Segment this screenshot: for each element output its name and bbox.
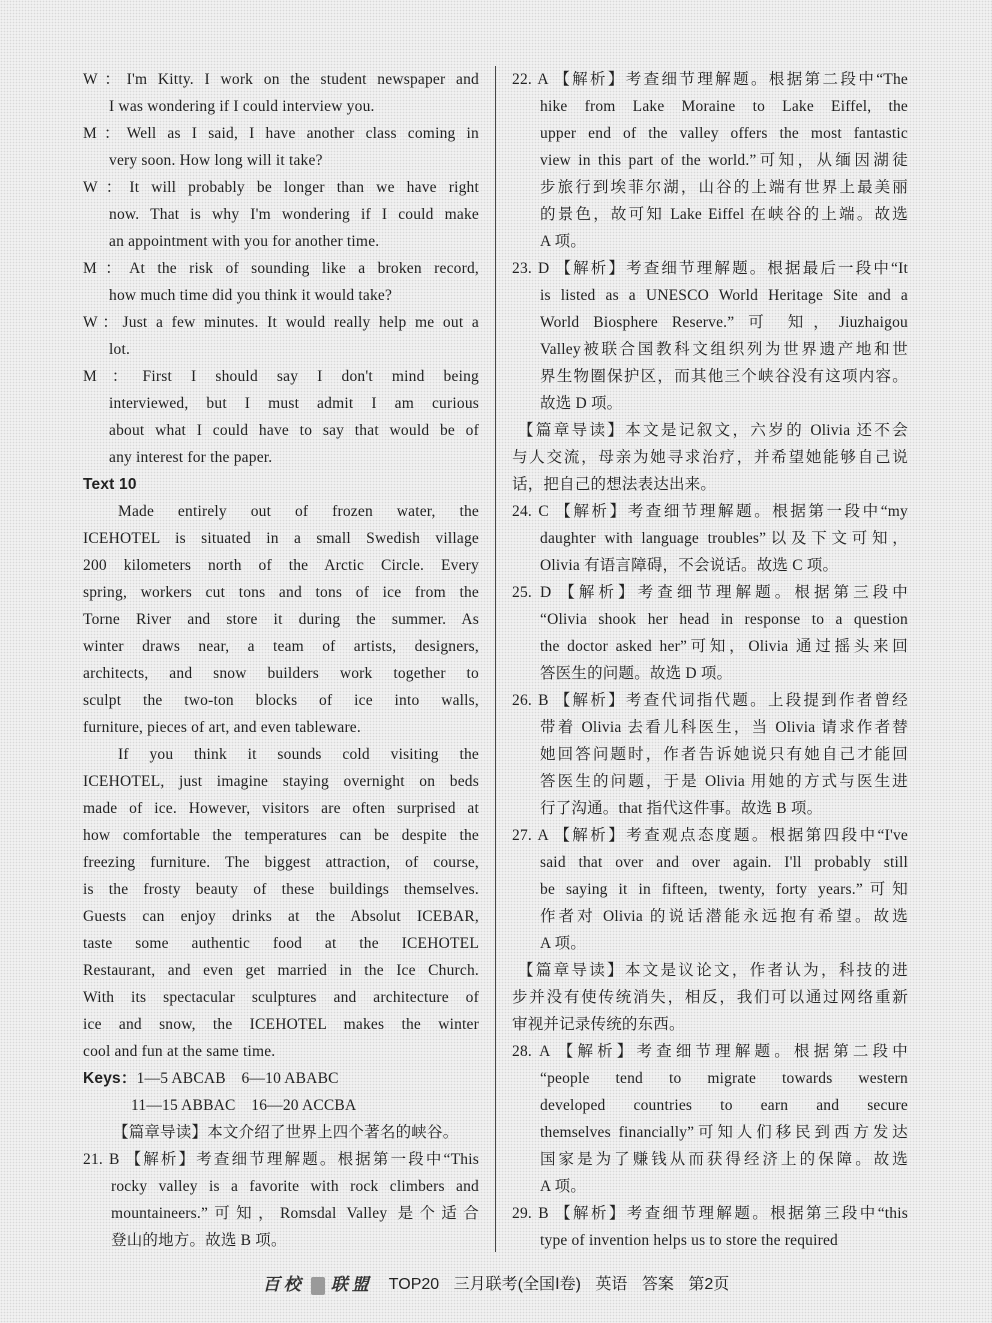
- speaker-line: M：At the risk of sounding like a broken record,: [83, 260, 479, 277]
- para-line: Made entirely out of frozen water, the: [118, 503, 479, 520]
- para-line: cool and fun at the same time.: [83, 1043, 276, 1060]
- para-block: [83, 498, 479, 741]
- guide-line: 【篇章导读】本文是记叙文，六岁的 Olivia 还不会: [518, 422, 908, 439]
- para-line: With its spectacular sculptures and architecture of: [83, 989, 479, 1006]
- para-line: architects, and snow builders work together to: [83, 665, 479, 682]
- para-line: sculpt the two-ton blocks of ice into walls,: [83, 692, 479, 709]
- para-line: how comfortable the temperatures can be despite the: [83, 827, 479, 844]
- speaker-line: an appointment with you for another time.: [109, 233, 380, 250]
- item-line: A 项。: [540, 233, 587, 250]
- item-line: 带着 Olivia 去看儿科医生，当 Olivia 请求作者替: [540, 719, 908, 736]
- para-line: taste some authentic food at the ICEHOTEL: [83, 935, 479, 952]
- para-line: furniture, pieces of art, and even tableware.: [83, 719, 361, 736]
- item-line: developed countries to earn and secure: [540, 1097, 908, 1114]
- para-line: Restaurant, and even get married in the Ice Church.: [83, 962, 479, 979]
- item-line: 行了沟通。that 指代这件事。故选 B 项。: [540, 800, 823, 817]
- item-line: mountaineers.”可知，Romsdal Valley 是个适合: [111, 1205, 479, 1222]
- para-line: ICEHOTEL, just imagine staying overnight on beds: [83, 773, 479, 790]
- speaker-line: W：Just a few minutes. It would really help me out a: [83, 314, 479, 331]
- item-line: 答医生的问题。故选 D 项。: [540, 665, 733, 682]
- item-line: 故选 D 项。: [540, 395, 623, 412]
- item-line: 26. B 【解析】考查代词指代题。上段提到作者曾经: [512, 692, 908, 709]
- para-line: Torne River and store it during the summer. As: [83, 611, 479, 628]
- item-line: 她回答问题时，作者告诉她说只有她自己才能回: [540, 746, 908, 763]
- item-line: 国家是为了赚钱从而获得经济上的保障。故选: [540, 1151, 908, 1168]
- para-line: is the frosty beauty of these buildings themselves.: [83, 881, 479, 898]
- para-line: winter draws near, a team of artists, designers,: [83, 638, 479, 655]
- guide-line: 步并没有使传统消失，相反，我们可以通过网络重新: [512, 989, 908, 1006]
- guide-line: 审视并记录传统的东西。: [512, 1016, 685, 1033]
- page-footer: [0, 1272, 992, 1298]
- para-line: If you think it sounds cold visiting the: [118, 746, 479, 763]
- item-line: 27. A 【解析】考查观点态度题。根据第四段中“I've: [512, 827, 908, 844]
- para-line: freezing furniture. The biggest attraction, of course,: [83, 854, 479, 871]
- item-block: [512, 1200, 908, 1254]
- keys-line: 11—15 ABBAC 16—20 ACCBA: [131, 1097, 357, 1114]
- item-block: [512, 66, 908, 255]
- item-line: World Biosphere Reserve.” 可 知，Jiuzhaigou: [540, 314, 908, 331]
- keys-line: [83, 1065, 479, 1092]
- guide-line: 话，把自己的想法表达出来。: [512, 476, 717, 493]
- item-block: [83, 1146, 479, 1254]
- keys-text: 1—5 ABCAB 6—10 ABABC: [136, 1070, 339, 1087]
- column-divider: [495, 66, 496, 1252]
- right-column: [512, 66, 908, 1254]
- speaker-block: [83, 120, 479, 174]
- item-line: 24. C 【解析】考查细节理解题。根据第一段中“my: [512, 503, 908, 520]
- guide-line: 【篇章导读】本文是议论文，作者认为，科技的进: [518, 962, 908, 979]
- speaker-line: W：It will probably be longer than we have right: [83, 179, 479, 196]
- item-line: the doctor asked her”可知，Olivia 通过摇头来回: [540, 638, 908, 655]
- item-line: 登山的地方。故选 B 项。: [111, 1232, 287, 1249]
- para-line: ice and snow, the ICEHOTEL makes the winter: [83, 1016, 479, 1033]
- item-block: [512, 687, 908, 822]
- guide-block: [512, 417, 908, 498]
- speaker-block: [83, 66, 479, 120]
- speaker-line: now. That is why I'm wondering if I could make: [109, 206, 479, 223]
- keys-label: Keys：: [83, 1070, 137, 1087]
- publisher-logo: 百校 联盟: [262, 1275, 373, 1295]
- item-line: “Olivia shook her head in response to a question: [540, 611, 908, 628]
- speaker-line: how much time did you think it would take?: [109, 287, 393, 304]
- speaker-block: [83, 174, 479, 255]
- item-line: upper end of the valley offers the most fantastic: [540, 125, 908, 142]
- guide-block: [83, 1119, 479, 1146]
- guide-block: [512, 957, 908, 1038]
- item-line: 作者对 Olivia 的说话潜能永远抱有希望。故选: [540, 908, 908, 925]
- item-block: [512, 255, 908, 417]
- item-line: view in this part of the world.”可知，从缅因湖徒: [540, 152, 908, 169]
- item-line: 23. D 【解析】考查细节理解题。根据最后一段中“It: [512, 260, 908, 277]
- item-line: 29. B 【解析】考查细节理解题。根据第三段中“this: [512, 1205, 908, 1222]
- speaker-line: lot.: [109, 341, 131, 358]
- item-line: daughter with language troubles”以及下文可知，: [540, 530, 908, 547]
- item-line: A 项。: [540, 1178, 587, 1195]
- item-block: [512, 579, 908, 687]
- speaker-block: [83, 309, 479, 363]
- speaker-line: M：First I should say I don't mind being: [83, 368, 479, 385]
- item-line: 的景色，故可知 Lake Eiffel 在峡谷的上端。故选: [540, 206, 908, 223]
- para-block: [83, 741, 479, 1065]
- item-line: “people tend to migrate towards western: [540, 1070, 908, 1087]
- para-line: 200 kilometers north of the Arctic Circle. Every: [83, 557, 479, 574]
- item-line: be saying it in fifteen, twenty, forty years.”可知: [540, 881, 908, 898]
- item-line: 25. D 【解析】考查细节理解题。根据第三段中: [512, 584, 908, 601]
- speaker-block: [83, 363, 479, 471]
- speaker-line: any interest for the paper.: [109, 449, 273, 466]
- item-block: [512, 1038, 908, 1200]
- item-line: rocky valley is a favorite with rock climbers and: [111, 1178, 479, 1195]
- guide-line: 与人交流，母亲为她寻求治疗，并希望她能够自己说: [512, 449, 908, 466]
- item-line: said that over and over again. I'll probably still: [540, 854, 908, 871]
- item-line: is listed as a UNESCO World Heritage Site and a: [540, 287, 908, 304]
- item-block: [512, 498, 908, 579]
- speaker-line: very soon. How long will it take?: [109, 152, 323, 169]
- item-line: 答医生的问题，于是 Olivia 用她的方式与医生进: [540, 773, 908, 790]
- item-line: 步旅行到埃菲尔湖，山谷的上端有世界上最美丽: [540, 179, 908, 196]
- item-block: [512, 822, 908, 957]
- item-line: 界生物圈保护区，而其他三个峡谷没有这项内容。: [540, 368, 908, 385]
- speaker-block: [83, 255, 479, 309]
- speaker-line: M：Well as I said, I have another class coming in: [83, 125, 479, 142]
- item-line: themselves financially”可知人们移民到西方发达: [540, 1124, 908, 1141]
- item-line: A 项。: [540, 935, 587, 952]
- item-line: Valley被联合国教科文组织列为世界遗产地和世: [540, 341, 908, 358]
- para-line: Guests can enjoy drinks at the Absolut ICEBAR,: [83, 908, 479, 925]
- item-line: type of invention helps us to store the required: [540, 1232, 839, 1249]
- footer-text: TOP20 三月联考(全国Ⅰ卷) 英语 答案 第2页: [388, 1276, 730, 1294]
- para-line: spring, workers cut tons and tons of ice from the: [83, 584, 479, 601]
- guide-line: 【篇章导读】本文介绍了世界上四个著名的峡谷。: [113, 1124, 459, 1141]
- item-line: 22. A 【解析】考查细节理解题。根据第二段中“The: [512, 71, 908, 88]
- speaker-line: interviewed, but I must admit I am curious: [109, 395, 479, 412]
- left-column: [83, 66, 479, 1254]
- para-line: ICEHOTEL is situated in a small Swedish village: [83, 530, 479, 547]
- item-line: 28. A 【解析】考查细节理解题。根据第二段中: [512, 1043, 908, 1060]
- item-line: hike from Lake Moraine to Lake Eiffel, the: [540, 98, 908, 115]
- keys-block: [83, 1065, 479, 1119]
- para-line: made of ice. However, visitors are often surprised at: [83, 800, 479, 817]
- item-line: Olivia 有语言障碍，不会说话。故选 C 项。: [540, 557, 839, 574]
- logo-emblem-icon: [311, 1277, 325, 1295]
- heading-block: [83, 471, 479, 498]
- speaker-line: about what I could have to say that would be of: [109, 422, 479, 439]
- speaker-line: I was wondering if I could interview you.: [109, 98, 375, 115]
- item-line: 21. B 【解析】考查细节理解题。根据第一段中“This: [83, 1151, 479, 1168]
- heading-line: Text 10: [83, 476, 137, 493]
- speaker-line: W：I'm Kitty. I work on the student newspaper and: [83, 71, 479, 88]
